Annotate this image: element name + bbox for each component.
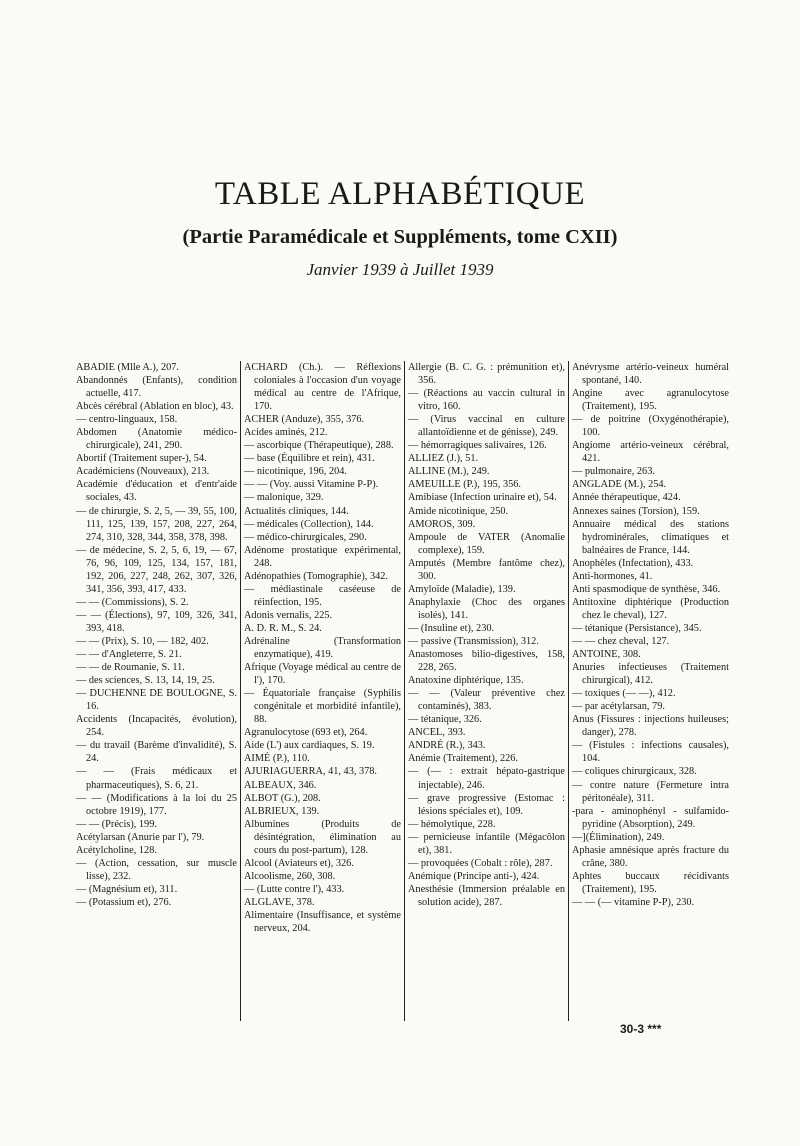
index-entry: — hémorragiques salivaires, 126.: [408, 440, 547, 452]
index-entry: — (Action, cessation, sur muscle lisse), 232.: [76, 857, 237, 882]
index-entry: Anus (Fissures : injections huileuses; danger), 278.: [572, 714, 729, 739]
index-entry: — — (— vitamine P-P), 230.: [572, 896, 695, 908]
index-entry: Acétylcholine, 128.: [76, 844, 157, 856]
index-entry: — — de Roumanie, S. 11.: [76, 662, 185, 674]
index-entry: Aphtes buccaux récidivants (Traitement), 195.: [572, 870, 729, 895]
index-entry: Abortif (Traitement super-), 54.: [76, 453, 207, 465]
index-entry: AIMÉ (P.), 110.: [244, 753, 310, 765]
index-entry: Alcool (Aviateurs et), 326.: [244, 857, 354, 869]
index-entry: Angine avec agranulocytose (Traitement), 195.: [572, 388, 729, 413]
index-entry: — — (Élections), 97, 109, 326, 341, 393, 418.: [76, 609, 237, 634]
index-entry: — — (Prix), S. 10, — 182, 402.: [76, 635, 209, 647]
date-range: Janvier 1939 à Juillet 1939: [306, 260, 494, 279]
index-entry: Antitoxine diphtérique (Production chez le cheval), 127.: [572, 596, 729, 621]
index-entry: — — chez cheval, 127.: [572, 635, 670, 647]
index-entry: — contre nature (Fermeture intra péritonéale), 311.: [572, 779, 729, 804]
index-entry: — — d'Angleterre, S. 21.: [76, 649, 182, 661]
index-entry: — par acétylarsan, 79.: [572, 701, 665, 713]
index-entry: Anémie (Traitement), 226.: [408, 753, 519, 765]
index-entry: Anastomoses bilio-digestives, 158, 228, 265.: [408, 649, 565, 674]
index-entry: — (— : extrait hépato-gastrique injectable), 246.: [408, 766, 565, 791]
index-entry: Afrique (Voyage médical au centre de l'), 170.: [244, 662, 401, 687]
index-entry: Abdomen (Anatomie médico-chirurgicale), 241, 290.: [76, 427, 237, 452]
index-entry: ALBRIEUX, 139.: [244, 805, 320, 817]
index-entry: — — (Modifications à la loi du 25 octobre 1919), 177.: [76, 792, 237, 817]
index-entry: — de médecine, S. 2, 5, 6, 19, — 67, 76, 96, 109, 125, 134, 157, 181, 192, 206, 227, 248, 262, 307, 326, 341, 356, 393, 417, 433.: [76, 544, 237, 595]
index-entry: Anévrysme artério-veineux huméral spontané, 140.: [572, 362, 729, 387]
index-entry: — des sciences, S. 13, 14, 19, 25.: [76, 675, 215, 687]
index-entry: ALLIEZ (J.), 51.: [408, 453, 479, 465]
index-entry: Abcès cérébral (Ablation en bloc), 43.: [76, 401, 234, 413]
index-entry: Alimentaire (Insuffisance, et système nerveux, 204.: [244, 909, 401, 935]
index-column-1: [76, 361, 240, 1021]
index-entry: — provoquées (Cobalt : rôle), 287.: [408, 857, 553, 869]
index-entry: — Équatoriale française (Syphilis congénitale et morbidité infantile), 88.: [244, 688, 401, 726]
index-entry: ACHARD (Ch.). — Réflexions coloniales à l'occasion d'un voyage médical au centre de l'Afrique, 170.: [244, 362, 401, 413]
index-entry: Académiciens (Nouveaux), 213.: [76, 466, 210, 478]
index-entry: — passive (Transmission), 312.: [408, 635, 539, 647]
index-entry: Anatoxine diphtérique, 135.: [408, 675, 524, 687]
index-entry: Ampoule de VATER (Anomalie complexe), 159.: [408, 531, 565, 556]
index-entry: — — (Valeur préventive chez contaminés), 383.: [408, 688, 565, 713]
index-entry: -para - aminophényl - sulfamido-pyridine (Absorption), 249.: [572, 805, 729, 830]
index-entry: — — (Frais médicaux et pharmaceutiques), S. 6, 21.: [76, 766, 237, 791]
index-entry: AMOROS, 309.: [408, 518, 476, 530]
index-entry: ANDRÉ (R.), 343.: [408, 740, 486, 752]
index-entry: Amyloïde (Maladie), 139.: [408, 583, 516, 595]
index-entry: ALGLAVE, 378.: [244, 896, 315, 908]
index-entry: — hémolytique, 228.: [408, 818, 496, 830]
index-entry: Anophèles (Infectation), 433.: [572, 557, 694, 569]
index-column-2: [240, 361, 404, 1021]
index-entry: Alcoolisme, 260, 308.: [244, 870, 336, 882]
index-entry: — (Lutte contre l'), 433.: [244, 883, 345, 895]
index-entry: Acides aminés, 212.: [244, 427, 328, 439]
index-entry: — (Réactions au vaccin cultural in vitro, 160.: [408, 388, 565, 413]
index-entry: ANTOINE, 308.: [572, 649, 641, 661]
index-entry: Aide (L') aux cardiaques, S. 19.: [244, 740, 375, 752]
index-entry: — médiastinale caséeuse de réinfection, 195.: [244, 583, 401, 608]
index-columns: [76, 361, 732, 1021]
index-entry: — tétanique, 326.: [408, 714, 482, 726]
index-entry: Anti spasmodique de synthèse, 346.: [572, 583, 721, 595]
index-entry: — — (Commissions), S. 2.: [76, 596, 189, 608]
index-entry: — de chirurgie, S. 2, 5, — 39, 55, 100, 111, 125, 139, 157, 208, 227, 264, 274, 310, 328, 344, 358, 378, 398.: [76, 505, 237, 543]
index-entry: A. D. R. M., S. 24.: [244, 622, 322, 634]
index-entry: Actualités cliniques, 144.: [244, 505, 349, 517]
index-entry: Albumines (Produits de désintégration, élimination au cours du post-partum), 128.: [244, 818, 401, 856]
index-entry: Adénopathies (Tomographie), 342.: [244, 570, 388, 582]
index-entry: Allergie (B. C. G. : prémunition et), 356.: [408, 362, 565, 387]
index-entry: — médico-chirurgicales, 290.: [244, 531, 367, 543]
index-entry: — base (Équilibre et rein), 431.: [244, 453, 375, 465]
index-entry: — centro-linguaux, 158.: [76, 414, 178, 426]
index-entry: — — (Voy. aussi Vitamine P-P).: [244, 479, 379, 491]
index-entry: AMEUILLE (P.), 195, 356.: [408, 479, 521, 491]
index-column-4: [568, 361, 732, 1021]
index-entry: ALLINE (M.), 249.: [408, 466, 490, 478]
index-entry: — toxiques (— —), 412.: [572, 688, 676, 700]
index-entry: — coliques chirurgicaux, 328.: [572, 766, 697, 778]
index-entry: ALBOT (G.), 208.: [244, 792, 321, 804]
index-entry: Acétylarsan (Anurie par l'), 79.: [76, 831, 205, 843]
page-subtitle: (Partie Paramédicale et Suppléments, tome CXII): [182, 226, 618, 248]
index-entry: — — (Précis), 199.: [76, 818, 157, 830]
index-entry: Adénome prostatique expérimental, 248.: [244, 544, 401, 569]
index-entry: Adrénaline (Transformation enzymatique), 419.: [244, 635, 401, 661]
index-entry: Anti-hormones, 41.: [572, 570, 653, 582]
index-entry: Adonis vernalis, 225.: [244, 609, 333, 621]
index-entry: ACHER (Anduze), 355, 376.: [244, 414, 365, 426]
index-entry: Abandonnés (Enfants), condition actuelle, 417.: [76, 375, 237, 400]
index-entry: — pulmonaire, 263.: [572, 466, 655, 478]
page-number: 30-3 ***: [620, 1022, 662, 1036]
index-entry: — (Virus vaccinal en culture allantoïdienne et de génisse), 249.: [408, 414, 565, 439]
index-entry: — médicales (Collection), 144.: [244, 518, 374, 530]
index-entry: — DUCHENNE DE BOULOGNE, S. 16.: [76, 688, 237, 713]
index-entry: Anesthésie (Immersion préalable en solution acide), 287.: [408, 883, 565, 908]
index-entry: —](Élimination), 249.: [572, 831, 665, 843]
index-entry: ALBEAUX, 346.: [244, 779, 317, 791]
index-entry: Aphasie amnésique après fracture du crâne, 380.: [572, 844, 729, 869]
index-entry: ABADIE (Mlle A.), 207.: [76, 362, 179, 373]
index-entry: Amibiase (Infection urinaire et), 54.: [408, 492, 557, 504]
index-entry: ANCEL, 393.: [408, 727, 466, 739]
index-entry: Anémique (Principe anti-), 424.: [408, 870, 540, 882]
page-title: TABLE ALPHABÉTIQUE: [214, 176, 586, 212]
index-entry: — (Magnésium et), 311.: [76, 883, 178, 895]
index-entry: — (Potassium et), 276.: [76, 896, 172, 908]
index-entry: Angiome artério-veineux cérébral, 421.: [572, 440, 729, 465]
index-entry: — malonique, 329.: [244, 492, 324, 504]
index-entry: — ascorbique (Thérapeutique), 288.: [244, 440, 394, 452]
index-entry: — du travail (Barème d'invalidité), S. 24.: [76, 740, 237, 765]
index-entry: — grave progressive (Estomac : lésions spéciales et), 109.: [408, 792, 565, 817]
index-entry: — (Insuline et), 230.: [408, 622, 495, 634]
index-entry: — de poitrine (Oxygénothérapie), 100.: [572, 414, 729, 439]
index-entry: ANGLADE (M.), 254.: [572, 479, 667, 491]
index-entry: Anaphylaxie (Choc des organes isolés), 141.: [408, 596, 565, 621]
index-column-3: [404, 361, 568, 1021]
index-entry: Académie d'éducation et d'entr'aide sociales, 43.: [76, 479, 237, 504]
index-entry: Année thérapeutique, 424.: [572, 492, 681, 504]
index-entry: — tétanique (Persistance), 345.: [572, 622, 702, 634]
index-entry: — pernicieuse infantile (Mégacôlon et), 381.: [408, 831, 565, 856]
index-entry: AJURIAGUERRA, 41, 43, 378.: [244, 766, 378, 778]
index-entry: Amide nicotinique, 250.: [408, 505, 509, 517]
index-entry: Annuaire médical des stations hydrominérales, climatiques et balnéaires de France, 144.: [572, 518, 729, 556]
index-entry: Amputés (Membre fantôme chez), 300.: [408, 557, 565, 582]
index-entry: Accidents (Incapacités, évolution), 254.: [76, 714, 237, 739]
index-entry: — nicotinique, 196, 204.: [244, 466, 347, 478]
index-entry: Annexes saines (Torsion), 159.: [572, 505, 700, 517]
index-entry: — (Fistules : infections causales), 104.: [572, 740, 729, 765]
index-entry: Agranulocytose (693 et), 264.: [244, 727, 368, 739]
index-entry: Anuries infectieuses (Traitement chirurgical), 412.: [572, 662, 729, 687]
